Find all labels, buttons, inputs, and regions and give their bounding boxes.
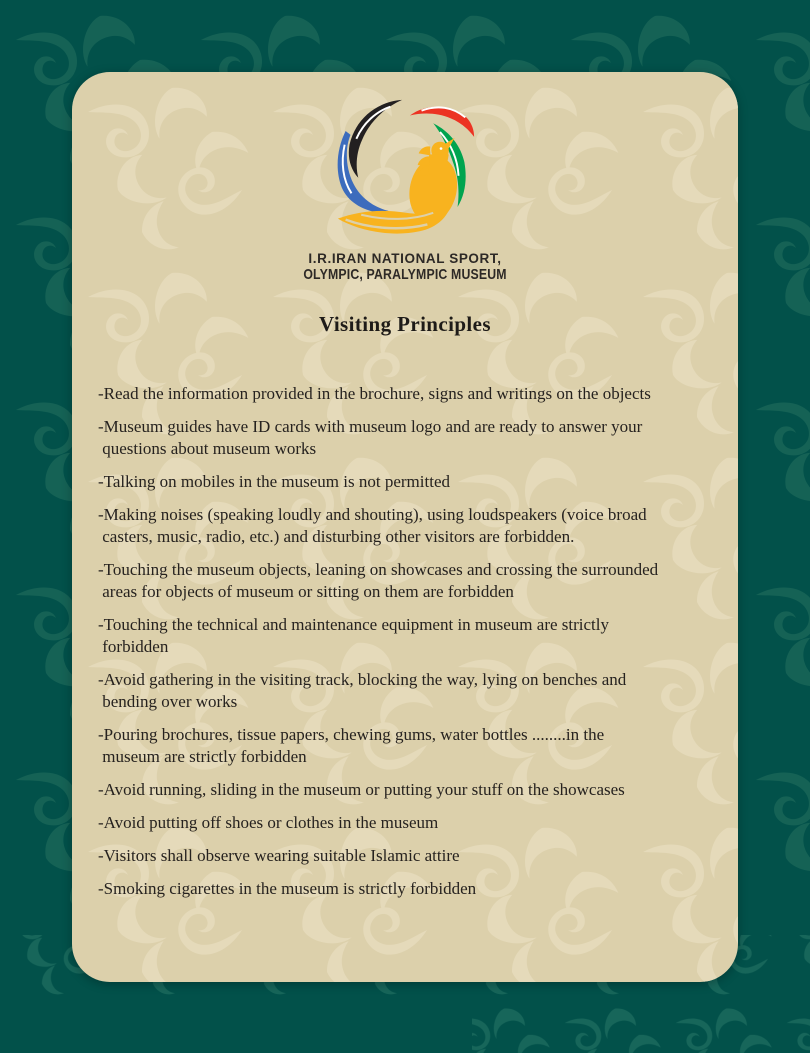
principle-line: -Touching the technical and maintenance equipment in museum are strictly (98, 615, 609, 634)
principle-item (98, 559, 724, 603)
principle-line: -Visitors shall observe wearing suitable Islamic attire (98, 846, 460, 865)
principle-item (98, 878, 724, 900)
principle-line: -Pouring brochures, tissue papers, chewing gums, water bottles ........in the (98, 725, 605, 744)
museum-phoenix-logo-icon (332, 96, 478, 242)
principle-item (98, 471, 724, 493)
principles-card (72, 72, 738, 982)
logo-caption-line2: OLYMPIC, PARALYMPIC MUSEUM (303, 266, 507, 283)
principle-item (98, 504, 724, 548)
principle-line: -Touching the museum objects, leaning on showcases and crossing the surrounded (98, 560, 659, 579)
logo-caption-line1: I.R.IRAN NATIONAL SPORT, (308, 251, 502, 266)
principle-line: areas for objects of museum or sitting on them are forbidden (98, 582, 514, 601)
principle-line: -Making noises (speaking loudly and shouting), using loudspeakers (voice broad (98, 505, 647, 524)
principle-line: questions about museum works (98, 439, 317, 458)
principle-item (98, 845, 724, 867)
principle-line: -Avoid putting off shoes or clothes in the museum (98, 813, 439, 832)
principle-item (98, 416, 724, 460)
principle-item (98, 614, 724, 658)
principle-line: forbidden (98, 637, 169, 656)
principle-item (98, 812, 724, 834)
principle-item (98, 669, 724, 713)
principle-line: -Read the information provided in the brochure, signs and writings on the objects (98, 384, 651, 403)
principle-line: -Talking on mobiles in the museum is not permitted (98, 472, 450, 491)
principle-line: casters, music, radio, etc.) and disturbing other visitors are forbidden. (98, 527, 575, 546)
principle-item (98, 724, 724, 768)
page-title: Visiting Principles (319, 312, 491, 336)
principle-line: museum are strictly forbidden (98, 747, 307, 766)
principles-list (98, 383, 724, 911)
principle-item (98, 779, 724, 801)
principle-line: -Avoid gathering in the visiting track, blocking the way, lying on benches and (98, 670, 627, 689)
principle-line: -Smoking cigarettes in the museum is strictly forbidden (98, 879, 477, 898)
principle-line: -Museum guides have ID cards with museum logo and are ready to answer your (98, 417, 643, 436)
principle-line: bending over works (98, 692, 238, 711)
principle-item (98, 383, 724, 405)
logo-caption (72, 251, 738, 283)
principle-line: -Avoid running, sliding in the museum or putting your stuff on the showcases (98, 780, 625, 799)
